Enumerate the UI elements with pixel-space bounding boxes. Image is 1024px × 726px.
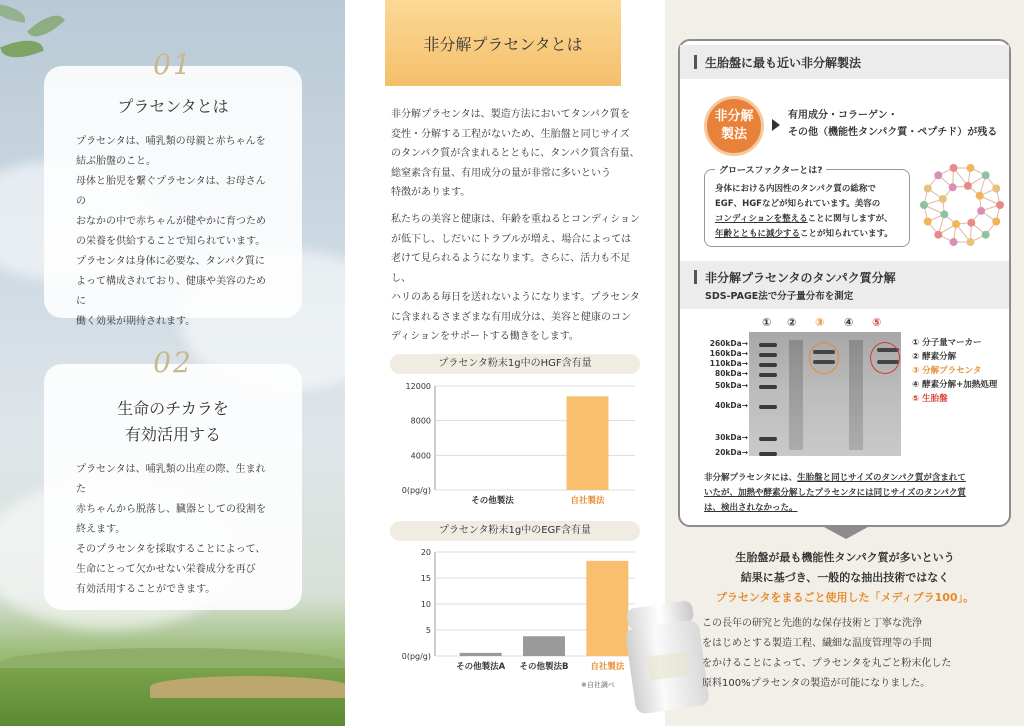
paragraph-line: 私たちの美容と健康は、年齢を重ねるとコンディション xyxy=(391,214,640,225)
card-life-power xyxy=(44,346,302,610)
card-line: プラセンタは、哺乳類の出産の際、生まれた xyxy=(76,464,266,495)
down-arrow-icon xyxy=(824,527,868,539)
intro-paragraph xyxy=(391,105,643,203)
legend-item: ⑤ 生胎盤 xyxy=(912,394,948,404)
card-title-line1: 生命のチカラを xyxy=(117,399,229,418)
paragraph-line: 特徴があります。 xyxy=(391,187,471,198)
category-label: その他製法 xyxy=(471,496,514,506)
kda-label: 30kDa→ xyxy=(715,433,748,442)
lane-number: ② xyxy=(787,316,797,329)
legend-item: ① 分子量マーカー xyxy=(912,338,982,348)
page-title: 非分解プラセンタとは xyxy=(385,0,621,86)
card-line: プラセンタは身体に必要な、タンパク質に xyxy=(76,256,265,267)
card-line: 終えます。 xyxy=(76,524,126,535)
paragraph-line: が低下し、しだいにトラブルが増え、場合によっては xyxy=(391,233,632,245)
center-panel xyxy=(345,0,665,726)
lane-number: ③ xyxy=(815,316,825,329)
badge-line2: 製法 xyxy=(720,127,747,142)
arrow-icon xyxy=(772,119,780,131)
paragraph-line: 非分解プラセンタは、製造方法においてタンパク質を xyxy=(391,109,630,120)
kda-label: 80kDa→ xyxy=(715,369,748,378)
gel-image xyxy=(749,332,901,456)
bar xyxy=(460,653,502,656)
tick-label: 0(pg/g) xyxy=(401,652,431,661)
leaf-decoration xyxy=(0,34,44,65)
card-title: プラセンタとは xyxy=(117,97,229,116)
section-header xyxy=(680,45,1009,79)
gel-legend xyxy=(912,336,997,406)
badge-description: 有用成分・コラーゲン・ その他（機能性タンパク質・ペプチド）が残る xyxy=(788,110,998,138)
section-title: 非分解プラセンタのタンパク質分解 xyxy=(705,270,896,285)
kda-label: 160kDa→ xyxy=(709,349,748,358)
kda-label: 110kDa→ xyxy=(709,359,748,368)
tick-label: 8000 xyxy=(410,416,431,426)
conclusion: 生胎盤が最も機能性タンパク質が多いという 結果に基づき、一般的な抽出技術ではなく プラセンタをまるごと使用した「メディプラ100」。 xyxy=(715,551,975,604)
card-line: 働く効果が期待されます。 xyxy=(76,316,196,327)
paragraph-line: をはじめとする製造工程、繊細な温度管理等の手間 xyxy=(702,638,932,649)
tick-label: 5 xyxy=(425,626,431,635)
tick-label: 20 xyxy=(420,548,431,557)
card-line: プラセンタは、哺乳類の母親と赤ちゃんを xyxy=(76,136,266,147)
lane-number: ④ xyxy=(844,316,854,329)
paragraph-line: 原料100%プラセンタの製造が可能になりました。 xyxy=(702,678,931,689)
card-line: おなかの中で赤ちゃんが健やかに育つため xyxy=(76,216,266,227)
lane-number: ⑤ xyxy=(872,316,882,329)
bar xyxy=(567,396,609,490)
kda-label: 260kDa→ xyxy=(709,339,748,348)
legend-item: ④ 酵素分解+加熱処理 xyxy=(912,380,998,390)
paragraph-line: をかけることによって、プラセンタを丸ごと粉末化した xyxy=(702,658,952,669)
product-bottle xyxy=(620,599,714,715)
card-text xyxy=(44,132,302,332)
paragraph-line: 老けて見られるようになります。さらに、活力も不足し、 xyxy=(391,253,631,284)
card-number: 02 xyxy=(153,346,193,379)
paragraph-line: 変性・分解する工程がないため、生胎盤と同じサイズ xyxy=(391,128,630,140)
left-panel xyxy=(0,0,345,726)
card-line: 有効活用することができます。 xyxy=(76,584,216,595)
section-title: 生胎盤に最も近い非分解製法 xyxy=(705,55,862,70)
section-subtitle: SDS-PAGE法で分子量分布を測定 xyxy=(705,290,854,302)
non-decomposition-badge xyxy=(704,96,764,156)
research-box xyxy=(678,39,1011,527)
paragraph-line: 総窒素含有量、有用成分の量が非常に多いという xyxy=(391,167,611,179)
kda-label: 50kDa→ xyxy=(715,381,748,390)
paragraph-line: のタンパク質が含まれるとともに、タンパク質含有量、 xyxy=(391,148,640,159)
tick-label: 15 xyxy=(420,574,431,583)
paragraph-line: この長年の研究と先進的な保存技術と丁寧な洗浄 xyxy=(702,618,922,629)
legend-item: ③ 分解プラセンタ xyxy=(912,366,982,376)
category-label: 自社製法 xyxy=(570,496,605,506)
tick-label: 4000 xyxy=(410,451,431,461)
egf-chart-title: プラセンタ粉末1g中のEGF含有量 xyxy=(390,521,640,541)
hgf-chart-title: プラセンタ粉末1g中のHGF含有量 xyxy=(390,354,640,374)
gel-note: 非分解プラセンタには、生胎盤と同じサイズのタンパク質が含まれて いたが、加熱や酵素分解したプラセンタには同じサイズのタンパク質 は、検出されなかった。 xyxy=(704,473,966,513)
closing-paragraph xyxy=(702,614,1002,694)
card-line: 母体と胎児を繋ぐプラセンタは、お母さんの xyxy=(76,176,266,207)
paragraph-line: ディションをサポートする働きをします。 xyxy=(391,331,579,342)
tick-label: 10 xyxy=(420,600,431,609)
card-line: の栄養を供給することで知られています。 xyxy=(76,236,266,247)
bar xyxy=(586,561,628,656)
paragraph-line: ハリのある毎日を送れないようになります。プラセンタ xyxy=(391,292,640,303)
egf-chart xyxy=(385,546,645,681)
lane-number: ① xyxy=(762,316,772,329)
category-label: その他製法A xyxy=(456,662,506,672)
paragraph-line: に含まれるさまざまな有用成分は、美容と健康のコン xyxy=(391,311,631,323)
category-label: その他製法B xyxy=(519,662,569,672)
card-line: そのプラセンタを採取することによって、 xyxy=(76,544,266,555)
growth-factor-box: グロースファクターとは? 身体における内因性のタンパク質の総称で EGF、HGFなどが知られています。美容の コンディションを整えることに関与しますが、 年齢とともに減少することが知られています。 xyxy=(704,169,910,247)
card-line: 赤ちゃんから脱落し、臓器としての役割を xyxy=(76,504,266,515)
hgf-chart xyxy=(385,378,645,508)
card-placenta xyxy=(44,48,302,327)
molecule-illustration xyxy=(918,143,1008,267)
card-text xyxy=(44,460,302,600)
card-title-line2: 有効活用する xyxy=(124,425,221,444)
bar xyxy=(523,636,565,656)
growth-factor-title: グロースファクターとは? xyxy=(715,163,826,176)
legend-item: ② 酵素分解 xyxy=(912,352,957,362)
chart-note: ※自社調べ xyxy=(581,681,615,689)
beauty-paragraph xyxy=(391,210,643,347)
card-line: 結ぶ胎盤のこと。 xyxy=(76,156,156,167)
tick-label: 12000 xyxy=(405,382,431,391)
section-header xyxy=(680,261,1009,309)
card-number: 01 xyxy=(153,48,193,81)
badge-line1: 非分解 xyxy=(714,109,754,124)
kda-label: 40kDa→ xyxy=(715,401,748,410)
category-label: 自社製法 xyxy=(590,662,625,672)
kda-label: 20kDa→ xyxy=(715,448,748,457)
tick-label: 0(pg/g) xyxy=(401,486,431,495)
card-line: 生命にとって欠かせない栄養成分を再び xyxy=(76,564,256,575)
card-line: よって構成されており、健康や美容のために xyxy=(76,276,266,307)
